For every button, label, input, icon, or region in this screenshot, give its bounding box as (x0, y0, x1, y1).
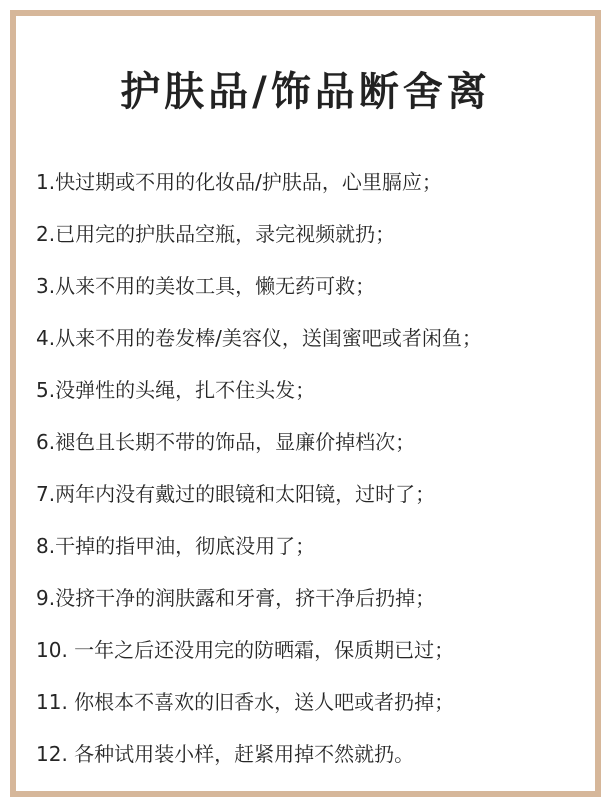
list-item: 7.两年内没有戴过的眼镜和太阳镜，过时了； (36, 482, 436, 506)
list-item: 11. 你根本不喜欢的旧香水，送人吧或者扔掉； (36, 690, 455, 714)
list-item: 1.快过期或不用的化妆品/护肤品，心里膈应； (36, 170, 442, 194)
list-item: 3.从来不用的美妆工具，懒无药可救； (36, 274, 376, 298)
list-item: 2.已用完的护肤品空瓶，录完视频就扔； (36, 222, 396, 246)
page-title: 护肤品/饰品断舍离 (120, 69, 491, 115)
page-frame (10, 10, 601, 797)
declutter-list (36, 156, 575, 780)
list-item: 12. 各种试用装小样，赶紧用掉不然就扔。 (36, 742, 415, 766)
list-item: 10. 一年之后还没用完的防晒霜，保质期已过； (36, 638, 455, 662)
list-item: 5.没弹性的头绳，扎不住头发； (36, 378, 316, 402)
list-item: 9.没挤干净的润肤露和牙膏，挤干净后扔掉； (36, 586, 436, 610)
list-item: 8.干掉的指甲油，彻底没用了； (36, 534, 316, 558)
list-item: 6.褪色且长期不带的饰品，显廉价掉档次； (36, 430, 416, 454)
list-item: 4.从来不用的卷发棒/美容仪，送闺蜜吧或者闲鱼； (36, 326, 482, 350)
